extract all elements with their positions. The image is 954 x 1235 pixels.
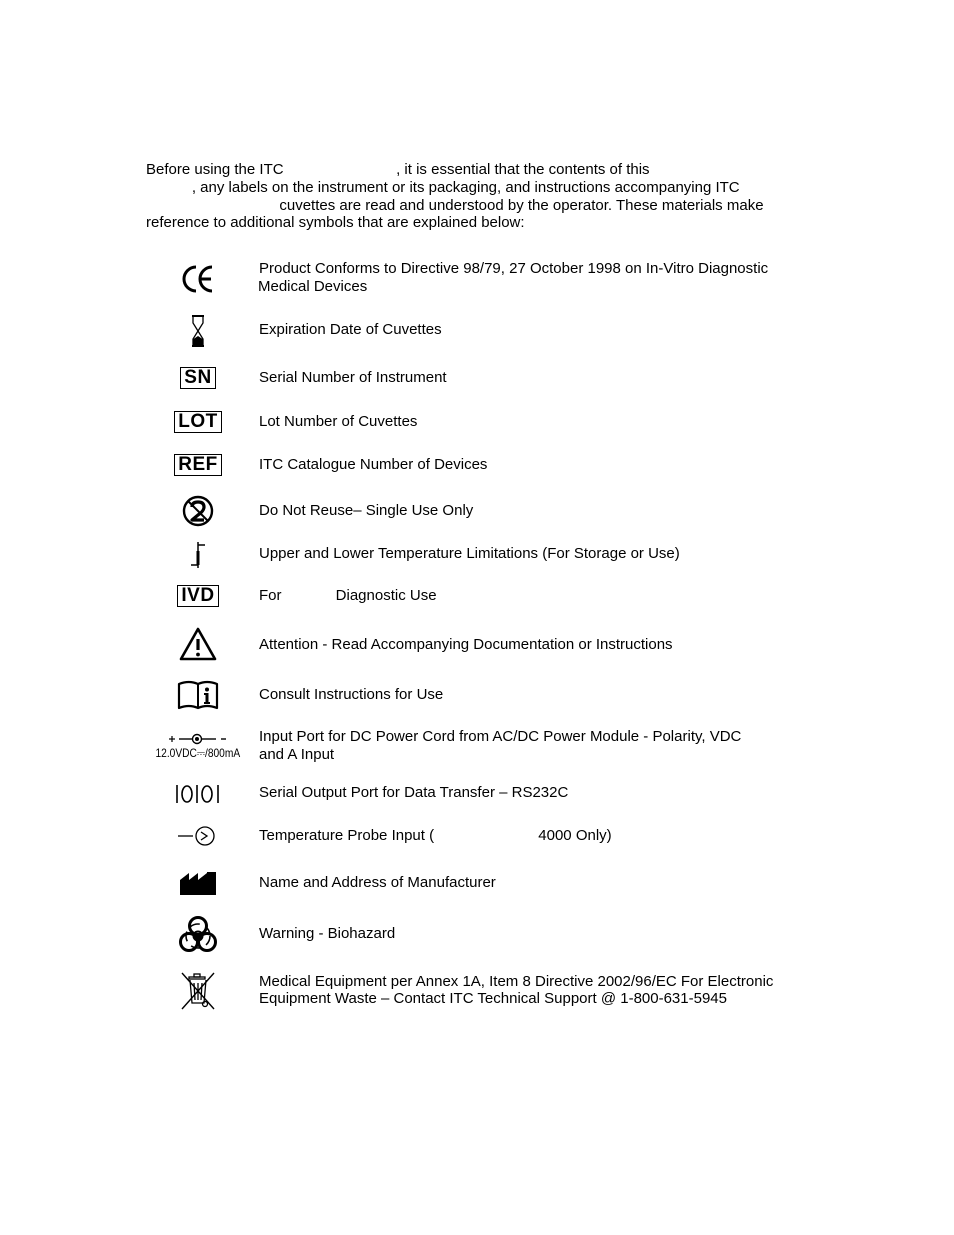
do-not-reuse-icon [181, 494, 215, 528]
symbol-desc-temperature-limit: Upper and Lower Temperature Limitations (For Storage or Use) [259, 545, 680, 562]
temperature-limit-icon [186, 540, 210, 570]
ivd-icon-text: IVD [177, 585, 218, 607]
serial-number-icon-text: SN [180, 367, 215, 389]
symbol-desc-temperature-probe: Temperature Probe Input ( 4000 Only) [259, 827, 612, 844]
symbol-desc-ce-line-1: Product Conforms to Directive 98/79, 27 October 1998 on In-Vitro Diagnostic [259, 260, 769, 277]
intro-line-3: cuvettes are read and understood by the operator. These materials make [146, 197, 764, 214]
symbol-desc-ivd: For Diagnostic Use [259, 587, 437, 604]
symbol-desc-serial-number: Serial Number of Instrument [259, 369, 447, 386]
weee-bin-icon [178, 970, 218, 1012]
intro-line-1: Before using the ITC , it is essential that the contents of this [146, 161, 650, 178]
manufacturer-icon [178, 868, 218, 898]
symbol-desc-attention: Attention - Read Accompanying Documentation or Instructions [259, 636, 673, 653]
dc-power-port-icon [154, 728, 242, 764]
ce-mark-icon [178, 262, 218, 296]
symbol-desc-manufacturer: Name and Address of Manufacturer [259, 874, 496, 891]
warning-triangle-icon [178, 626, 218, 662]
intro-line-2: , any labels on the instrument or its packaging, and instructions accompanying ITC [146, 179, 740, 196]
hourglass-icon [186, 314, 210, 348]
serial-number-icon [176, 364, 220, 392]
symbol-desc-ce-line-2: Medical Devices [258, 278, 368, 295]
symbol-desc-catalogue: ITC Catalogue Number of Devices [259, 456, 488, 473]
catalogue-ref-icon-text: REF [174, 454, 222, 476]
ivd-icon [174, 582, 222, 610]
intro-line-4: reference to additional symbols that are explained below: [146, 214, 525, 231]
symbol-desc-dc-power-line-1: Input Port for DC Power Cord from AC/DC Power Module - Polarity, VDC [259, 728, 742, 745]
symbol-desc-weee-line-1: Medical Equipment per Annex 1A, Item 8 Directive 2002/96/EC For Electronic [259, 973, 774, 990]
symbol-desc-biohazard: Warning - Biohazard [259, 925, 396, 942]
symbol-desc-serial-port: Serial Output Port for Data Transfer – RS232C [259, 784, 569, 801]
biohazard-icon [176, 914, 220, 956]
symbol-desc-expiration: Expiration Date of Cuvettes [259, 321, 442, 338]
lot-number-icon [172, 408, 224, 436]
symbol-desc-dc-power-line-2: and A Input [259, 746, 335, 763]
lot-number-icon-text: LOT [174, 411, 222, 433]
dc-power-port-icon-text: 12.0VDC⎓/800mA [155, 746, 241, 760]
catalogue-ref-icon [172, 451, 224, 479]
symbol-desc-lot-number: Lot Number of Cuvettes [259, 413, 418, 430]
symbol-desc-consult: Consult Instructions for Use [259, 686, 444, 703]
consult-instructions-icon [176, 679, 220, 711]
symbol-desc-do-not-reuse: Do Not Reuse– Single Use Only [259, 502, 474, 519]
serial-port-icon [172, 782, 224, 806]
symbol-desc-weee-line-2: Equipment Waste – Contact ITC Technical Support @ 1-800-631-5945 [259, 990, 727, 1007]
temperature-probe-icon [176, 824, 220, 848]
